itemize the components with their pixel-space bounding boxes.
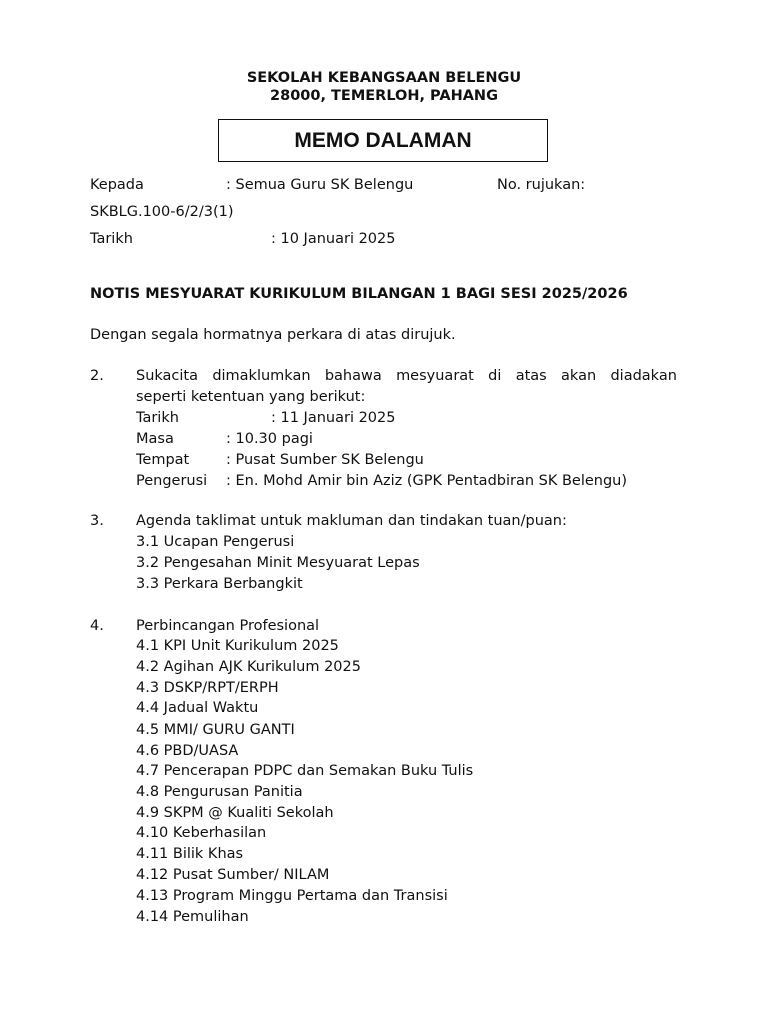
section-2-word: Sukacita — [136, 368, 198, 384]
section-2-line-2: seperti ketentuan yang berikut: — [136, 389, 366, 405]
section-2-line-1 — [136, 367, 677, 385]
section-2-word: dimaklumkan — [212, 368, 311, 384]
discussion-item: 4.1 KPI Unit Kurikulum 2025 — [136, 638, 339, 654]
detail-value-chair: : En. Mohd Amir bin Aziz (GPK Pentadbiran SK Belengu) — [226, 473, 628, 489]
date-label: Tarikh — [90, 231, 133, 247]
section-2-word: atas — [515, 368, 547, 384]
discussion-item: 4.11 Bilik Khas — [136, 846, 244, 862]
ref-value: SKBLG.100-6/2/3(1) — [90, 204, 234, 220]
section-2-word: bahawa — [324, 368, 382, 384]
section-3-number: 3. — [90, 513, 104, 529]
discussion-item: 4.9 SKPM @ Kualiti Sekolah — [136, 805, 334, 821]
discussion-item: 4.3 DSKP/RPT/ERPH — [136, 680, 279, 696]
discussion-item: 4.6 PBD/UASA — [136, 743, 239, 759]
discussion-item: 4.14 Pemulihan — [136, 909, 249, 925]
agenda-item: 3.3 Perkara Berbangkit — [136, 576, 303, 592]
section-2-word: diadakan — [610, 368, 677, 384]
memo-title: MEMO DALAMAN — [294, 128, 472, 152]
discussion-item: 4.2 Agihan AJK Kurikulum 2025 — [136, 659, 361, 675]
to-label: Kepada — [90, 177, 144, 193]
detail-label-time: Masa — [136, 431, 174, 447]
agenda-item: 3.1 Ucapan Pengerusi — [136, 534, 295, 550]
section-2-number: 2. — [90, 368, 104, 384]
detail-value-venue: : Pusat Sumber SK Belengu — [226, 452, 424, 468]
section-2-word: akan — [561, 368, 597, 384]
school-name: SEKOLAH KEBANGSAAN BELENGU — [246, 70, 522, 86]
detail-label-date: Tarikh — [136, 410, 179, 426]
ref-label: No. rujukan: — [497, 177, 586, 193]
opening-line: Dengan segala hormatnya perkara di atas dirujuk. — [90, 327, 456, 343]
section-4-heading: Perbincangan Profesional — [136, 618, 320, 634]
discussion-item: 4.4 Jadual Waktu — [136, 700, 259, 716]
memo-title-box — [218, 119, 548, 162]
discussion-item: 4.10 Keberhasilan — [136, 825, 267, 841]
detail-value-date: : 11 Januari 2025 — [271, 410, 396, 426]
discussion-item: 4.8 Pengurusan Panitia — [136, 784, 303, 800]
section-2-word: mesyuarat — [396, 368, 474, 384]
section-3-heading: Agenda taklimat untuk makluman dan tindakan tuan/puan: — [136, 513, 567, 529]
discussion-item: 4.12 Pusat Sumber/ NILAM — [136, 867, 330, 883]
discussion-item: 4.13 Program Minggu Pertama dan Transisi — [136, 888, 448, 904]
detail-label-chair: Pengerusi — [136, 473, 208, 489]
to-value: : Semua Guru SK Belengu — [226, 177, 414, 193]
discussion-item: 4.7 Pencerapan PDPC dan Semakan Buku Tulis — [136, 763, 474, 779]
section-2-word: di — [488, 368, 502, 384]
detail-label-venue: Tempat — [136, 452, 190, 468]
date-value: : 10 Januari 2025 — [271, 231, 396, 247]
memo-subject: NOTIS MESYUARAT KURIKULUM BILANGAN 1 BAGI SESI 2025/2026 — [90, 286, 628, 302]
agenda-item: 3.2 Pengesahan Minit Mesyuarat Lepas — [136, 555, 420, 571]
school-address: 28000, TEMERLOH, PAHANG — [270, 88, 498, 104]
detail-value-time: : 10.30 pagi — [226, 431, 313, 447]
section-4-number: 4. — [90, 618, 104, 634]
discussion-item: 4.5 MMI/ GURU GANTI — [136, 722, 295, 738]
